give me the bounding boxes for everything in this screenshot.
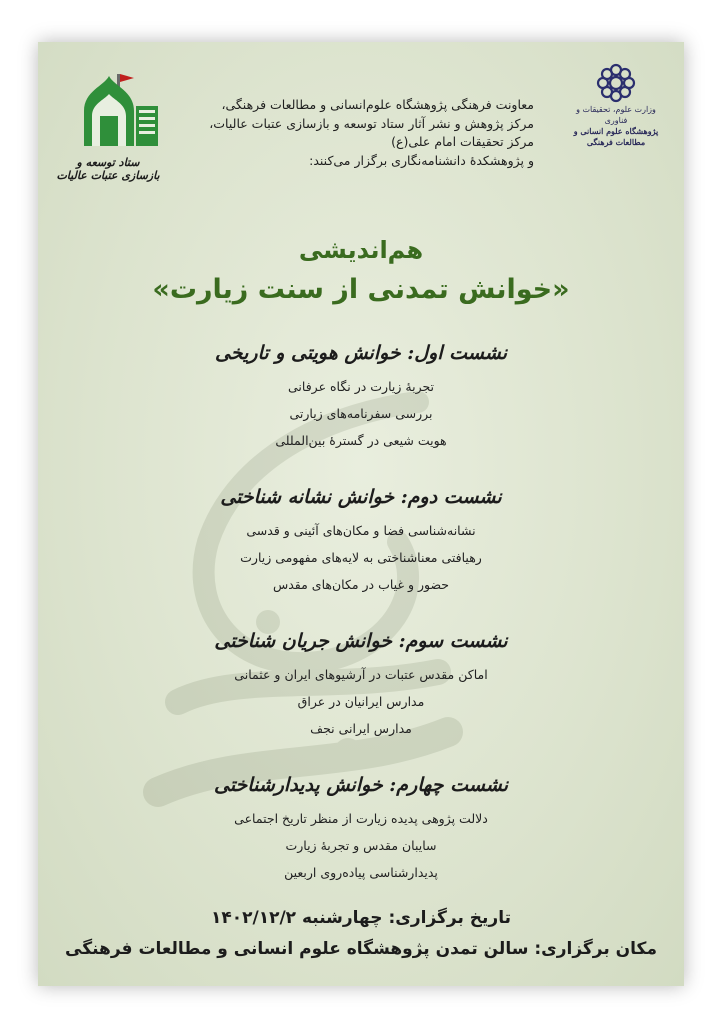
institute-logo: [566, 62, 666, 162]
session-topic: اماکن مقدس عتبات در آرشیوهای ایران و عثمانی: [234, 667, 488, 682]
session-topic: هویت شیعی در گسترۀ بین‌المللی: [275, 433, 447, 448]
shrine-dome-icon: [54, 56, 164, 156]
poster: [38, 42, 684, 986]
institute-caption-top: وزارت علوم، تحقیقات و فناوری: [576, 105, 656, 125]
organizers-intro: [174, 96, 534, 170]
intro-line: مرکز تحقیقات امام علی(ع): [391, 134, 534, 149]
session-heading: نشست دوم: خوانش نشانه شناختی: [220, 486, 502, 508]
session-topic: رهیافتی معناشناختی به لایه‌های مفهومی زیارت: [240, 550, 482, 565]
session-heading: نشست اول: خوانش هویتی و تاریخی: [214, 342, 508, 364]
session-heading: نشست چهارم: خوانش پدیدارشناختی: [213, 774, 509, 796]
session-topic: تجربۀ زیارت در نگاه عرفانی: [287, 379, 435, 394]
session-heading: نشست سوم: خوانش جریان شناختی: [214, 630, 508, 652]
intro-line: معاونت فرهنگی پژوهشگاه علوم‌انسانی و مطالعات فرهنگی،: [221, 97, 534, 112]
session-1: [38, 342, 684, 454]
session-topic: مدارس ایرانی نجف: [310, 721, 412, 736]
session-3: [38, 630, 684, 742]
event-venue: مکان برگزاری: سالن تمدن پژوهشگاه علوم انسانی و مطالعات فرهنگی: [65, 939, 657, 959]
mandala-emblem-icon: [595, 62, 637, 104]
session-2: [38, 486, 684, 598]
session-topic: مدارس ایرانیان در عراق: [297, 694, 425, 709]
atabat-logo: [54, 56, 164, 186]
atabat-caption: ستاد توسعه و بازسازی عتبات عالیات: [56, 156, 160, 182]
session-topic: نشانه‌شناسی فضا و مکان‌های آئینی و قدسی: [246, 523, 476, 538]
intro-line: مرکز پژوهش و نشر آثار ستاد توسعه و بازسازی عتبات عالیات،: [209, 115, 534, 131]
session-topic: سایبان مقدس و تجربۀ زیارت: [285, 838, 437, 853]
session-topic: پدیدارشناسی پیاده‌روی اربعین: [284, 865, 438, 880]
session-topic: حضور و غیاب در مکان‌های مقدس: [272, 577, 450, 592]
institute-caption-bottom: پژوهشگاه علوم انسانی و مطالعات فرهنگی: [573, 126, 659, 147]
event-main-title: «خوانش تمدنی از سنت زیارت»: [152, 274, 570, 305]
session-topic: دلالت پژوهی پدیده زیارت از منظر تاریخ اجتماعی: [234, 811, 488, 826]
session-4: [38, 774, 684, 886]
session-topic: بررسی سفرنامه‌های زیارتی: [289, 406, 433, 421]
intro-line: و پژوهشکدۀ دانشنامه‌نگاری برگزار می‌کنند:: [309, 152, 534, 168]
event-date: تاریخ برگزاری: چهارشنبه ۱۴۰۲/۱۲/۲: [211, 908, 511, 928]
event-type-title: هم‌اندیشی: [298, 236, 424, 264]
